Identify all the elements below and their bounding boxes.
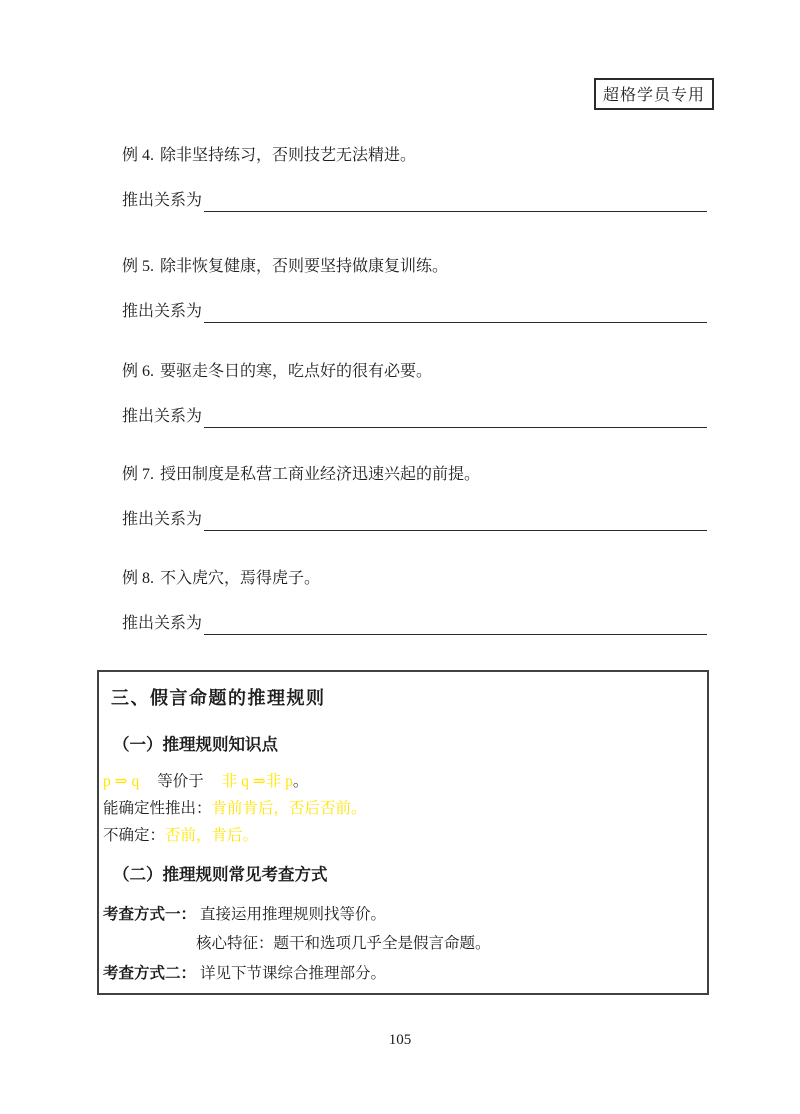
example-5-text: 除非恢复健康，否则要坚持做康复训练。 (160, 258, 449, 275)
member-tag-label: 超格学员专用 (602, 87, 705, 104)
knowledge-subsection-title: （一）推理规则知识点 (113, 735, 278, 754)
example-8-label: 例 8. (122, 570, 155, 587)
uncertain-rule-line (103, 825, 697, 846)
example-5-label: 例 5. (122, 258, 155, 275)
exam-method-1-label: 考查方式一： (103, 906, 197, 923)
example-5-answer-row (122, 301, 707, 323)
equivalence-rule-line (103, 771, 697, 792)
formula-right: 非 q ⇒非 p (221, 773, 293, 790)
example-6-text: 要驱走冬日的寒，吃点好的很有必要。 (160, 363, 433, 380)
example-4-answer-blank (204, 192, 707, 212)
rules-section-box (97, 670, 709, 995)
example-6-prompt: 推出关系为 (122, 408, 203, 425)
exam-method-1-line (103, 904, 697, 925)
example-5 (122, 256, 707, 323)
feature-label: 核心特征： (196, 935, 274, 952)
exam-method-2-text: 详见下节课综合推理部分。 (200, 965, 387, 982)
uncertain-label: 不确定： (103, 827, 166, 844)
example-7-prompt: 推出关系为 (122, 511, 203, 528)
equivalence-word: 等价于 (157, 773, 204, 790)
example-5-answer-blank (204, 303, 707, 323)
example-6-answer-blank (204, 408, 707, 428)
example-8-answer-row (122, 613, 707, 635)
certain-value: 肯前肯后，否后否前。 (211, 800, 367, 817)
certain-rule-line (103, 798, 697, 819)
certain-label: 能确定性推出： (103, 800, 212, 817)
feature-text: 题干和选项几乎全是假言命题。 (273, 935, 491, 952)
example-4-answer-row (122, 190, 707, 212)
example-5-prompt: 推出关系为 (122, 303, 203, 320)
rules-section-title: 三、假言命题的推理规则 (111, 688, 326, 708)
exam-method-1-feature-line (103, 933, 697, 954)
formula-left: p ⇒ q (103, 773, 140, 790)
exam-method-2-label: 考查方式二： (103, 965, 197, 982)
example-7-answer-row (122, 509, 707, 531)
example-8-prompt: 推出关系为 (122, 615, 203, 632)
uncertain-value: 否前，肯后。 (165, 827, 259, 844)
example-4-sentence (122, 145, 707, 167)
example-7-answer-blank (204, 511, 707, 531)
example-7 (122, 464, 707, 531)
exam-subsection-title: （二）推理规则常见考查方式 (113, 865, 328, 884)
example-6-answer-row (122, 406, 707, 428)
formula-period: 。 (292, 773, 309, 790)
example-8-sentence (122, 568, 707, 590)
example-6-sentence (122, 361, 707, 383)
exam-method-1-text: 直接运用推理规则找等价。 (200, 906, 387, 923)
example-8-answer-blank (204, 615, 707, 635)
example-4-text: 除非坚持练习，否则技艺无法精进。 (160, 147, 417, 164)
member-tag (594, 78, 714, 110)
example-4-label: 例 4. (122, 147, 155, 164)
exam-method-2-line (103, 963, 697, 984)
example-5-sentence (122, 256, 707, 278)
example-7-text: 授田制度是私营工商业经济迅速兴起的前提。 (160, 466, 481, 483)
example-7-sentence (122, 464, 707, 486)
example-6-label: 例 6. (122, 363, 155, 380)
example-4-prompt: 推出关系为 (122, 192, 203, 209)
page-number: 105 (388, 1032, 412, 1048)
example-7-label: 例 7. (122, 466, 155, 483)
example-4 (122, 145, 707, 212)
example-8-text: 不入虎穴，焉得虎子。 (160, 570, 321, 587)
example-8 (122, 568, 707, 635)
example-6 (122, 361, 707, 428)
